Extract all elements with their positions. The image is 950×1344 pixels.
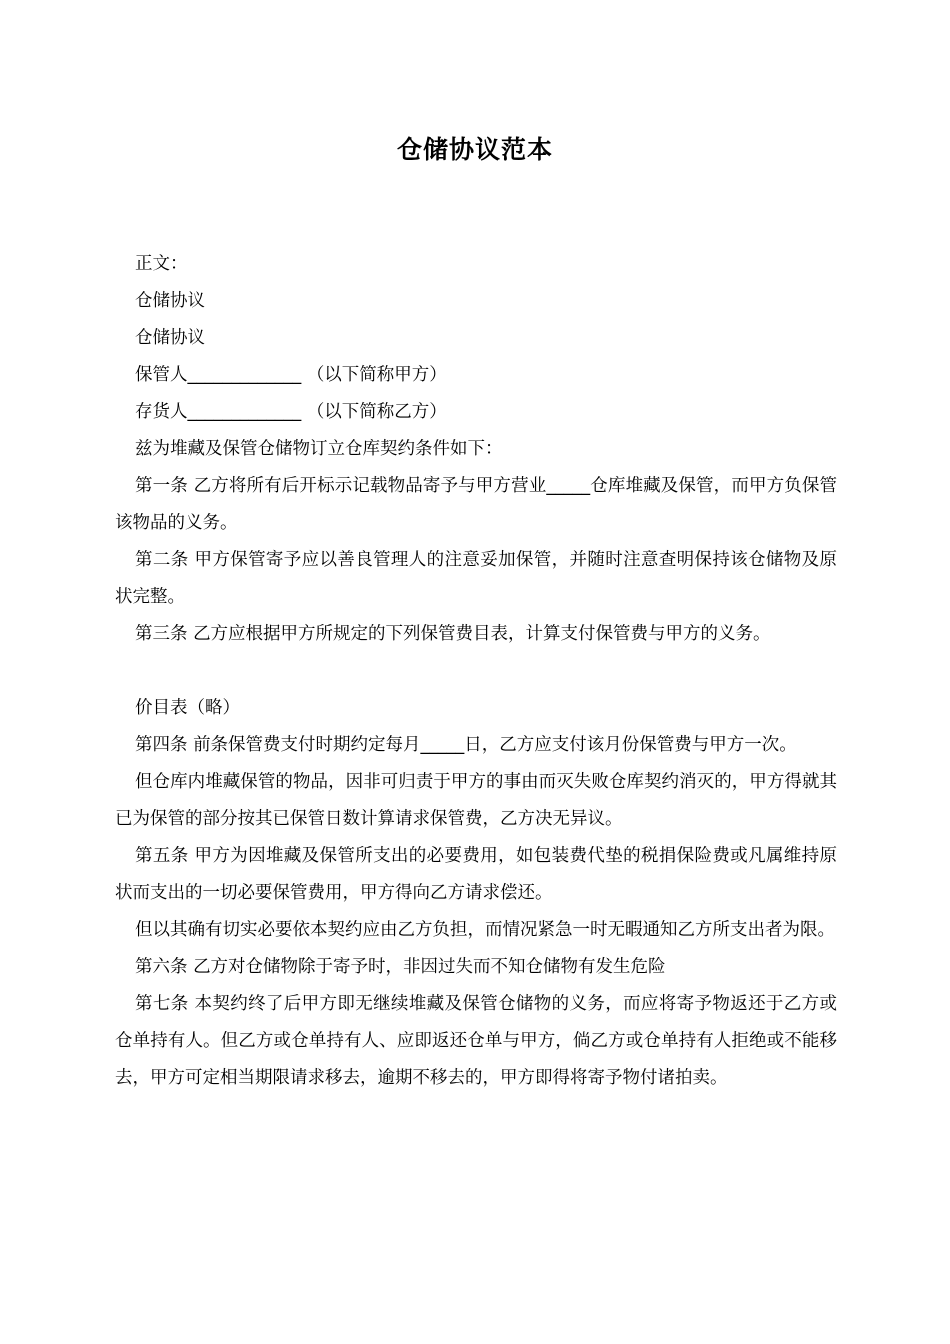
paragraph-article-4: 第四条 前条保管费支付时期约定每月_____日，乙方应支付该月份保管费与甲方一次。 bbox=[135, 735, 797, 755]
paragraph-article-7: 第七条 本契约终了后甲方即无继续堆藏及保管仓储物的义务，而应将寄予物返还于乙方或仓单持有人。但乙方或仓单持有人、应即返还仓单与甲方，倘乙方或仓单持有人拒绝或不能移去，甲方可定相当期限请求移去，逾期不移去的，甲方即得将寄予物付诸拍卖。 bbox=[115, 994, 837, 1088]
paragraph-price-list: 价目表（略） bbox=[135, 698, 240, 718]
document-title: 仓储协议范本 bbox=[396, 135, 553, 164]
paragraph-intro-label: 正文： bbox=[135, 254, 188, 274]
document-body bbox=[115, 246, 837, 1097]
paragraph-article-6: 第六条 乙方对仓储物除于寄予时，非因过失而不知仓储物有发生危险 bbox=[135, 957, 666, 977]
paragraph-article-5-proviso: 但以其确有切实必要依本契约应由乙方负担，而情况紧急一时无暇通知乙方所支出者为限。 bbox=[135, 920, 835, 940]
paragraph-article-3: 第三条 乙方应根据甲方所规定的下列保管费目表，计算支付保管费与甲方的义务。 bbox=[135, 624, 771, 644]
paragraph-heading: 仓储协议 bbox=[135, 291, 205, 311]
paragraph-article-2: 第二条 甲方保管寄予应以善良管理人的注意妥加保管，并随时注意查明保持该仓储物及原状完整。 bbox=[115, 550, 837, 607]
paragraph-preamble: 兹为堆藏及保管仓储物订立仓库契约条件如下： bbox=[135, 439, 503, 459]
paragraph-heading-repeat: 仓储协议 bbox=[135, 328, 205, 348]
paragraph-article-1: 第一条 乙方将所有后开标示记载物品寄予与甲方营业_____仓库堆藏及保管，而甲方负保管该物品的义务。 bbox=[115, 476, 837, 533]
paragraph-depositor: 存货人_____________ （以下简称乙方） bbox=[135, 402, 447, 422]
paragraph-custodian: 保管人_____________ （以下简称甲方） bbox=[135, 365, 447, 385]
paragraph-article-4-proviso: 但仓库内堆藏保管的物品，因非可归责于甲方的事由而灭失败仓库契约消灭的，甲方得就其已为保管的部分按其已保管日数计算请求保管费，乙方决无异议。 bbox=[115, 772, 837, 829]
paragraph-article-5: 第五条 甲方为因堆藏及保管所支出的必要费用，如包装费代垫的税捐保险费或凡属维持原状而支出的一切必要保管费用，甲方得向乙方请求偿还。 bbox=[115, 846, 837, 903]
